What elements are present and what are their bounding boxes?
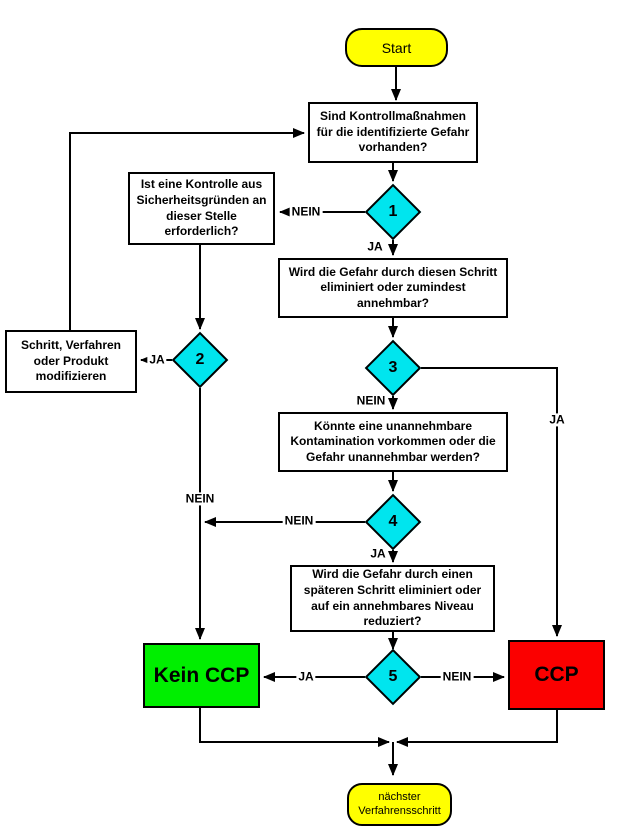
edge-label-d3-nein: NEIN — [356, 393, 386, 408]
next-step-terminal — [347, 783, 452, 826]
edge-label-d2-nein: NEIN — [185, 491, 215, 506]
question-step-eliminates-label: Wird die Gefahr durch diesen Schritt eliminiert oder zumindest annehmbar? — [288, 264, 498, 310]
edge-label-d3-ja: JA — [549, 412, 565, 427]
edge-label-d2-ja: JA — [149, 352, 165, 367]
modify-step-label: Schritt, Verfahren oder Produkt modifizieren — [20, 338, 122, 384]
question-control-measures-label: Sind Kontrollmaßnahmen für die identifizierte Gefahr vorhanden? — [316, 109, 470, 155]
edge-label-d5-nein: NEIN — [442, 669, 472, 684]
edge-label-d1-ja: JA — [367, 239, 383, 254]
edge-label-d4-nein: NEIN — [284, 513, 314, 528]
question-contamination — [278, 412, 508, 472]
question-control-needed-label: Ist eine Kontrolle aus Sicherheitsgründen an dieser Stelle erforderlich? — [136, 177, 267, 239]
edge-label-d1-nein: NEIN — [291, 204, 321, 219]
ccp-label: CCP — [534, 663, 579, 686]
start-terminal — [345, 28, 448, 67]
ccp-result-box — [508, 640, 605, 710]
edge-label-d5-ja: JA — [298, 669, 314, 684]
edge-label-d4-ja: JA — [370, 546, 386, 561]
question-control-measures — [308, 102, 478, 163]
decision-3-label: 3 — [388, 359, 398, 376]
decision-2-label: 2 — [195, 351, 205, 368]
question-later-step — [290, 565, 495, 632]
decision-5-label: 5 — [388, 668, 398, 685]
decision-4-label: 4 — [388, 513, 398, 530]
question-control-needed — [128, 172, 275, 245]
question-later-step-label: Wird die Gefahr durch einen späteren Schritt eliminiert oder auf ein annehmbares Niveau reduziert? — [303, 567, 482, 629]
next-step-label: nächster Verfahrensschritt — [358, 790, 441, 817]
no-ccp-result-box — [143, 643, 260, 708]
question-contamination-label: Könnte eine unannehmbare Kontamination vorkommen oder die Gefahr unannehmbar werden? — [290, 418, 496, 464]
question-step-eliminates — [278, 258, 508, 318]
modify-step-box — [5, 330, 137, 393]
decision-1-label: 1 — [388, 203, 398, 220]
no-ccp-label: Kein CCP — [153, 663, 250, 687]
start-label: Start — [381, 39, 412, 56]
